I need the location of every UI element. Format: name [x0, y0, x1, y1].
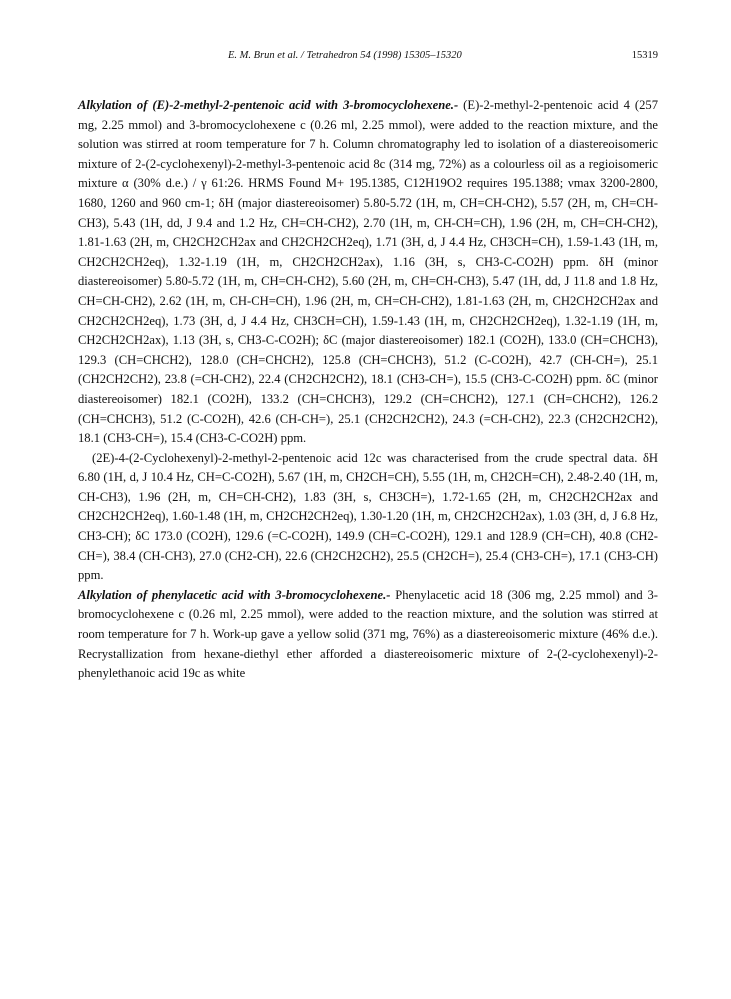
- page-number: 15319: [631, 50, 658, 61]
- paragraph-compound-12c: [78, 449, 658, 586]
- section-heading: Alkylation of phenylacetic acid with 3-bromocyclohexene.-: [78, 587, 391, 602]
- body-text: [78, 96, 658, 684]
- section-heading: Alkylation of (E)-2-methyl-2-pentenoic acid with 3-bromocyclohexene.-: [78, 98, 459, 112]
- paragraph-text: Phenylacetic acid 18 (306 mg, 2.25 mmol) and 3-bromocyclohexene c (0.26 ml, 2.25 mmol), were added to the reaction mixture, and the solution was stirred at room temperature for 7 h. Work-up gave a yellow solid (371 mg, 76%) as a diastereoisomeric mixture (46% d.e.). Recrystallization from hexane-diethyl ether afforded a diastereoisomeric mixture of 2-(2-cyclohexenyl)-2-phenylethanoic acid 19c as white: [78, 587, 658, 681]
- running-header: [78, 50, 658, 66]
- paragraph-alkylation-phenylacetic: [78, 586, 658, 684]
- running-title: E. M. Brun et al. / Tetrahedron 54 (1998) 15305–15320: [228, 50, 462, 61]
- paragraph-alkylation-pentenoic: [78, 96, 658, 449]
- paragraph-text: (2E)-4-(2-Cyclohexenyl)-2-methyl-2-pentenoic acid 12c was characterised from the crude spectral data. δH 6.80 (1H, d, J 10.4 Hz, CH=C-CO2H), 5.67 (1H, m, CH2CH=CH), 5.55 (1H, m, CH2CH=CH), 2.48-2.40 (1H, m, CH-CH3), 1.96 (2H, m, CH=CH-CH2), 1.83 (3H, s, CH3CH=), 1.72-1.65 (2H, m, CH2CH2CH2ax and CH2CH2CH2eq), 1.60-1.48 (1H, m, CH2CH2CH2eq), 1.30-1.20 (1H, m, CH2CH2CH2ax), 1.03 (3H, d, J 6.8 Hz, CH3-CH); δC 173.0 (CO2H), 129.6 (=C-CO2H), 149.9 (CH=C-CO2H), 129.1 and 128.9 (CH=CH), 40.8 (CH2-CH=), 38.4 (CH-CH3), 27.0 (CH2-CH), 22.6 (CH2CH2CH2), 25.5 (CH2CH=), 25.4 (CH3-CH=), 17.1 (CH3-CH) ppm.: [78, 450, 658, 583]
- paragraph-text: (E)-2-methyl-2-pentenoic acid 4 (257 mg, 2.25 mmol) and 3-bromocyclohexene c (0.26 ml, 2.25 mmol), were added to the reaction mixture, and the solution was stirred at room temperature for 7 h. Column chromatography led to isolation of a diastereoisomeric mixture of 2-(2-cyclohexenyl)-2-methyl-3-pentenoic acid 8c (314 mg, 72%) as a colourless oil as a regioisomeric mixture α (30% d.e.) / γ 61:26. HRMS Found M+ 195.1385, C12H19O2 requires 195.1388; νmax 3200-2800, 1680, 1260 and 960 cm-1; δH (major diastereoisomer) 5.80-5.72 (1H, m, CH=CH-CH2), 5.57 (2H, m, CH=CH-CH3), 5.43 (1H, dd, J 9.4 and 1.2 Hz, CH=CH-CH2), 2.70 (1H, m, CH-CH=CH), 1.96 (2H, m, CH=CH-CH2), 1.81-1.63 (2H, m, CH2CH2CH2ax and CH2CH2CH2eq), 1.71 (3H, d, J 4.4 Hz, CH3CH=CH), 1.59-1.43 (1H, m, CH2CH2CH2eq), 1.32-1.19 (1H, m, CH2CH2CH2ax), 1.16 (3H, s, CH3-C-CO2H) ppm. δH (minor diastereoisomer) 5.80-5.72 (1H, m, CH=CH-CH2), 5.60 (2H, m, CH=CH-CH3), 5.47 (1H, dd, J 11.8 and 1.8 Hz, CH=CH-CH2), 2.62 (1H, m, CH-CH=CH), 1.96 (2H, m, CH=CH-CH2), 1.81-1.63 (2H, m, CH2CH2CH2ax and CH2CH2CH2eq), 1.73 (3H, d, J 4.4 Hz, CH3CH=CH), 1.59-1.43 (1H, m, CH2CH2CH2eq), 1.32-1.19 (1H, m, CH2CH2CH2ax), 1.13 (3H, s, CH3-C-CO2H); δC (major diastereoisomer) 182.1 (CO2H), 133.0 (CH=CHCH3), 129.3 (CH=CHCH2), 128.0 (CH=CHCH2), 125.8 (CH=CHCH3), 51.2 (C-CO2H), 42.7 (CH-CH=), 25.1 (CH2CH2CH2), 23.8 (=CH-CH2), 22.4 (CH2CH2CH2), 18.1 (CH3-CH=), 15.5 (CH3-C-CO2H) ppm. δC (minor diastereoisomer) 182.1 (CO2H), 133.2 (CH=CHCH3), 129.2 (CH=CHCH2), 127.1 (CH=CHCH2), 126.2 (CH=CHCH3), 51.2 (C-CO2H), 42.6 (CH-CH=), 25.1 (CH2CH2CH2), 24.3 (=CH-CH2), 22.3 (CH2CH2CH2), 18.1 (CH3-CH=), 15.4 (CH3-C-CO2H) ppm.: [78, 98, 658, 446]
